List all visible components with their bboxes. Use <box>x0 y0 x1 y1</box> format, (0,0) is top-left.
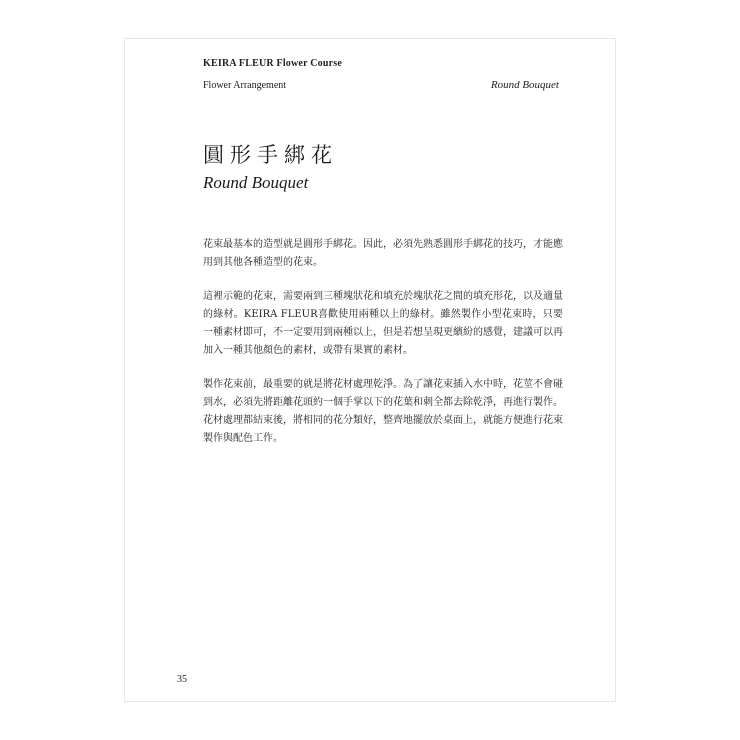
paragraph: 花束最基本的造型就是圓形手綁花。因此，必須先熟悉圓形手綁花的技巧，才能應用到其他各種造型的花束。 <box>203 239 563 268</box>
paragraph: 製作花束前，最重要的就是將花材處理乾淨。為了讓花束插入水中時，花莖不會碰到水，必須先將距離花頭約一個手掌以下的花葉和刺全都去除乾淨，再進行製作。花材處理都結束後，將相同的花分類好，整齊地擺放於桌面上，就能方便進行花束製作與配色工作。 <box>203 379 563 444</box>
course-header: KEIRA FLEUR Flower Course <box>203 58 342 69</box>
page-number: 35 <box>177 674 187 685</box>
page-title-chinese: 圓形手綁花 <box>203 143 338 167</box>
section-label: Flower Arrangement <box>203 80 287 91</box>
paragraph: 這裡示範的花束，需要兩到三種塊狀花和填充於塊狀花之間的填充形花，以及適量的綠材。KEIRA FLEUR喜歡使用兩種以上的綠材。雖然製作小型花束時，只要一種素材即可，不一定要用到兩種以上，但是若想呈現更繽紛的感覺，建議可以再加入一種其他顏色的素材，或帶有果實的素材。 <box>203 291 563 356</box>
book-page <box>124 38 616 702</box>
page-title-english: Round Bouquet <box>203 173 309 192</box>
running-title: Round Bouquet <box>490 79 559 91</box>
body-text <box>203 236 563 464</box>
